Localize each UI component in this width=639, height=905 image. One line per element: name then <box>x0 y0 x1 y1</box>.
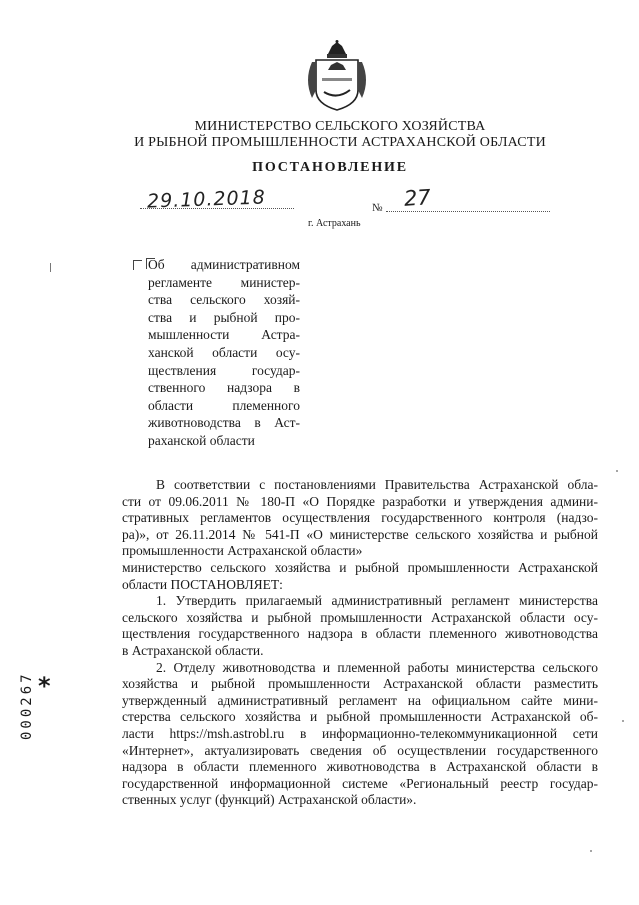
body-line: министерство сельского хозяйства и рыбной промышленности Астраханской <box>122 559 598 575</box>
body-line: ласти https://msh.astrobl.ru в информационно-телекоммуникационной сети <box>122 725 598 741</box>
subject-line: животноводства в Аст- <box>148 415 300 431</box>
handwritten-number: 27 <box>403 185 432 211</box>
coat-of-arms-emblem <box>302 40 372 112</box>
body-line: ществления государственного надзора в области племенного животноводства <box>122 626 598 642</box>
city-label: г. Астрахань <box>308 218 361 229</box>
body-line: сельского хозяйства и рыбной промышленности Астраханской области осу- <box>122 609 598 625</box>
margin-serial-number: 000267 <box>19 671 35 740</box>
subject-block <box>148 256 300 450</box>
subject-line: регламенте министер- <box>148 274 300 290</box>
body-line: В соответствии с постановлениями Правительства Астраханской обла- <box>156 477 598 492</box>
body-line: в Астраханской области. <box>122 642 264 658</box>
number-sign: № <box>372 202 383 214</box>
body-line: утвержденный административный регламент на официальном сайте мини- <box>122 692 598 708</box>
body-line: государственной информационной системе «Региональный реестр государ- <box>122 775 598 791</box>
margin-mark <box>50 263 51 272</box>
body-line: области ПОСТАНОВЛЯЕТ: <box>122 576 283 592</box>
body-line: ственных услуг (функций) Астраханской области». <box>122 792 417 808</box>
body-line: стерства сельского хозяйства и рыбной промышленности Астраханской об- <box>122 709 598 725</box>
body-line: 2. Отделу животноводства и племенной работы министерства сельского <box>156 659 598 675</box>
body-line: сти от 09.06.2011 № 180-П «О Порядке разработки и утверждения админи- <box>122 493 598 509</box>
ministry-line-2: И РЫБНОЙ ПРОМЫШЛЕННОСТИ АСТРАХАНСКОЙ ОБЛАСТИ <box>134 135 546 150</box>
subject-line: ственного надзора в <box>148 380 300 396</box>
body-line: хозяйства и рыбной промышленности Астраханской области разместить <box>122 676 598 692</box>
body-text <box>122 477 598 809</box>
ministry-line-1: МИНИСТЕРСТВО СЕЛЬСКОГО ХОЗЯЙСТВА <box>194 119 486 134</box>
body-line: стративных регламентов осуществления государственного контроля (надзо- <box>122 510 598 526</box>
body-line: «Интернет», актуализировать сведения об осуществлении государственного <box>122 742 598 758</box>
scan-speck <box>616 470 618 472</box>
subject-line: мышленности Астра- <box>148 327 300 343</box>
scan-speck <box>622 720 624 722</box>
subject-bracket-mark <box>133 260 142 270</box>
scan-speck <box>590 850 592 852</box>
body-line: промышленности Астраханской области» <box>122 543 363 559</box>
subject-line: ханской области осу- <box>148 344 300 360</box>
body-line: надзора в области племенного животноводства в Астраханской области в <box>122 759 598 775</box>
subject-line: ства сельского хозяй- <box>148 292 300 308</box>
subject-line: раханской области <box>148 432 255 448</box>
subject-line: ществления государ- <box>148 362 300 378</box>
subject-line: Об административном <box>148 257 300 272</box>
margin-star-mark: * <box>38 672 51 700</box>
subject-line: области племенного <box>148 397 300 413</box>
number-underline <box>386 211 550 212</box>
subject-line: ства и рыбной про- <box>148 309 300 325</box>
handwritten-date: 29.10.2018 <box>146 186 267 213</box>
body-line: ра)», от 26.11.2014 № 541-П «О министерстве сельского хозяйства и рыбной <box>122 526 598 542</box>
document-type-title: ПОСТАНОВЛЕНИЕ <box>252 160 408 175</box>
body-line: 1. Утвердить прилагаемый административный регламент министерства <box>156 593 598 609</box>
ministry-name <box>100 119 580 151</box>
